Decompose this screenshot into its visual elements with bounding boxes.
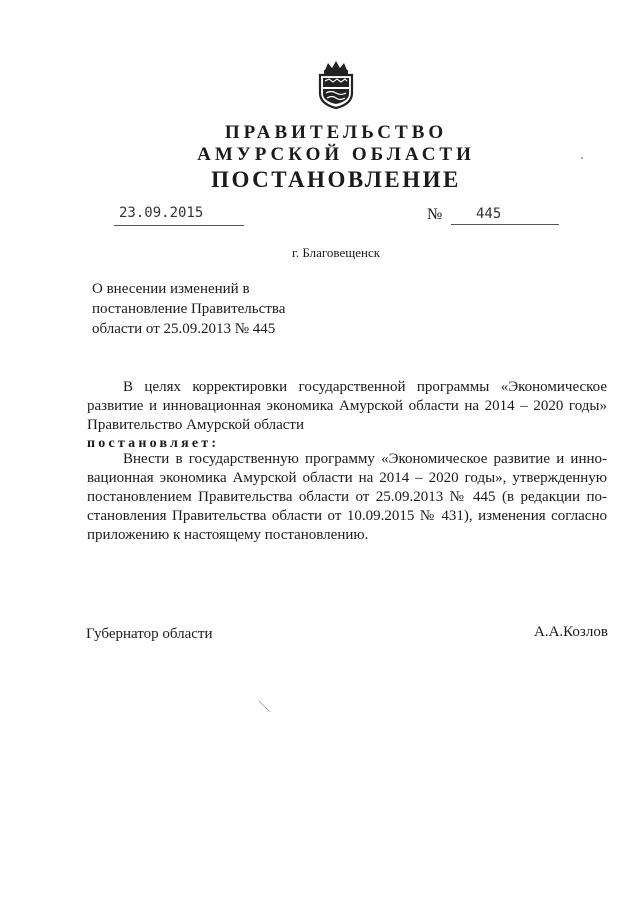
- coat-of-arms-icon: [315, 60, 357, 110]
- decree-line: Внести в государственную программу «Экономическое развитие и инно-: [123, 451, 607, 467]
- decree-line: вационная экономика Амурской области на 2014 – 2020 годы», утвержденную: [87, 470, 607, 486]
- scan-mark: [258, 700, 272, 714]
- scan-dot: [581, 157, 583, 159]
- decree-line: становления Правительства области от 10.09.2015 № 431), изменения согласно: [87, 508, 607, 524]
- city: г. Благовещенск: [291, 245, 381, 260]
- preamble-line: В целях корректировки государственной программы «Экономическое: [123, 379, 607, 395]
- subject-line: постановление Правительства: [92, 301, 286, 317]
- preamble: [87, 378, 607, 435]
- document-date: 23.09.2015: [119, 205, 204, 221]
- number-sign: №: [427, 206, 443, 223]
- signatory-name: А.А.Козлов: [534, 624, 608, 640]
- decree-line: постановлением Правительства области от 25.09.2013 № 445 (в редакции по-: [87, 489, 607, 505]
- number-underline: [451, 224, 559, 225]
- decree-line: приложению к настоящему постановлению.: [87, 527, 369, 543]
- date-underline: [114, 225, 244, 226]
- preamble-line: Правительство Амурской области: [87, 417, 305, 433]
- decree-text: [87, 450, 607, 545]
- subject-line: области от 25.09.2013 № 445: [92, 321, 276, 337]
- document-subject: [92, 279, 332, 339]
- signatory-title: Губернатор области: [86, 626, 213, 642]
- organization-name-line1: ПРАВИТЕЛЬСТВО: [224, 122, 448, 143]
- organization-name-line2: АМУРСКОЙ ОБЛАСТИ: [197, 144, 475, 165]
- document-number: 445: [476, 206, 502, 222]
- decree-word: постановляет:: [87, 436, 220, 451]
- preamble-line: развитие и инновационная экономика Амурской области на 2014 – 2020 годы»: [87, 398, 607, 414]
- subject-line: О внесении изменений в: [92, 281, 250, 297]
- document-type-title: ПОСТАНОВЛЕНИЕ: [211, 167, 461, 192]
